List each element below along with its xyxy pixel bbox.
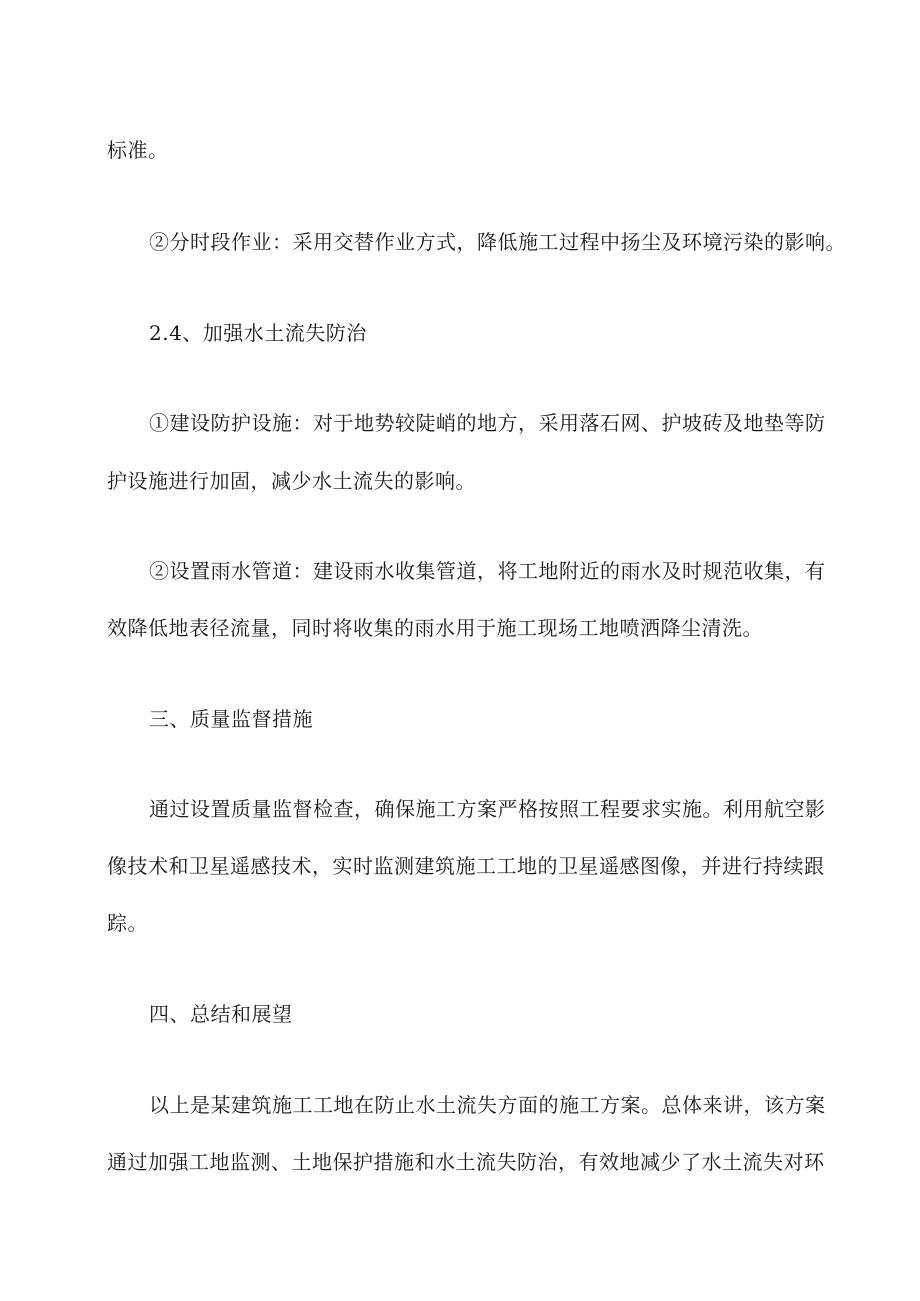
- paragraph-line: 护设施进行加固，减少水土流失的影响。: [107, 469, 476, 493]
- paragraph-line: ②设置雨水管道：建设雨水收集管道，将工地附近的雨水及时规范收集，有: [149, 559, 826, 583]
- paragraph-line: 通过设置质量监督检查，确保施工方案严格按照工程要求实施。利用航空影: [149, 797, 826, 821]
- paragraph-line: 效降低地表径流量，同时将收集的雨水用于施工现场工地喷洒降尘清洗。: [107, 616, 763, 640]
- section-heading: 三、质量监督措施: [149, 707, 313, 731]
- section-heading: 四、总结和展望: [149, 1002, 293, 1026]
- paragraph-line: ②分时段作业：采用交替作业方式，降低施工过程中扬尘及环境污染的影响。: [149, 230, 846, 254]
- paragraph-line: 以上是某建筑施工工地在防止水土流失方面的施工方案。总体来讲，该方案: [149, 1093, 826, 1117]
- paragraph-line: 像技术和卫星遥感技术，实时监测建筑施工工地的卫星遥感图像，并进行持续跟: [107, 854, 825, 878]
- section-heading: 2.4、加强水土流失防治: [149, 321, 367, 345]
- paragraph-line: 通过加强工地监测、土地保护措施和水土流失防治，有效地减少了水土流失对环: [107, 1150, 825, 1174]
- paragraph-line: 踪。: [107, 911, 148, 935]
- paragraph-line: 标准。: [107, 138, 169, 162]
- paragraph-line: ①建设防护设施：对于地势较陡峭的地方，采用落石网、护坡砖及地垫等防: [149, 411, 826, 435]
